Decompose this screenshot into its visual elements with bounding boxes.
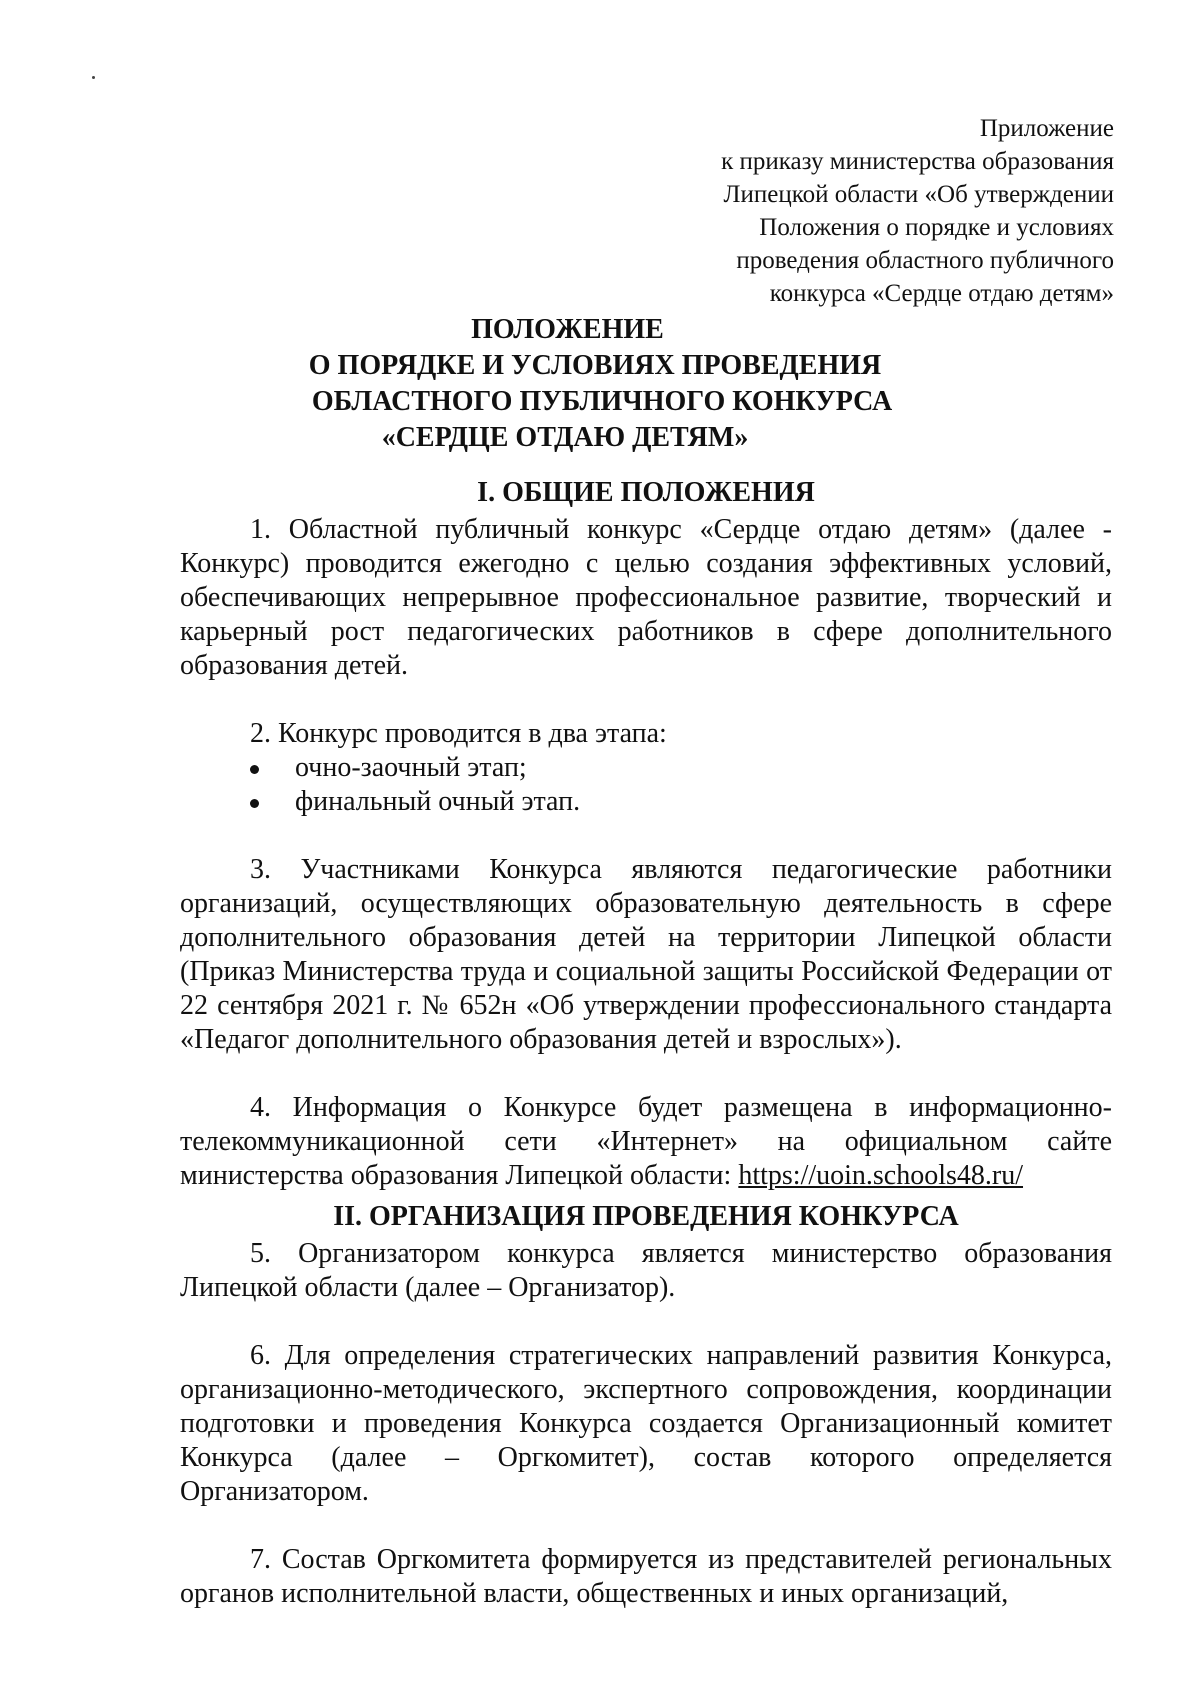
appendix-line: к приказу министерства образования [721, 148, 1114, 175]
title-line: ОБЛАСТНОГО ПУБЛИЧНОГО КОНКУРСА [311, 386, 893, 417]
list-item [180, 785, 1112, 819]
paragraph-4-text: 4. Информация о Конкурсе будет размещена в информационно-телекоммуникационной сети «Интернет» на официальном сайте министерства образования Липецкой области: [180, 1092, 1112, 1191]
appendix-line: Приложение [979, 115, 1114, 142]
title-line: ПОЛОЖЕНИЕ [471, 314, 664, 345]
title-line: О ПОРЯДКЕ И УСЛОВИЯХ ПРОВЕДЕНИЯ [308, 350, 882, 381]
section-heading-general: I. ОБЩИЕ ПОЛОЖЕНИЯ [477, 477, 815, 508]
paragraph-5: 5. Организатором конкурса является министерство образования Липецкой области (далее – Организатор). [180, 1238, 1112, 1303]
ministry-website-link[interactable]: https://uoin.schools48.ru/ [738, 1160, 1024, 1191]
appendix-line: конкурса «Сердце отдаю детям» [769, 280, 1114, 307]
paragraph-3: 3. Участниками Конкурса являются педагогические работники организаций, осуществляющих образовательную деятельность в сфере дополнительного образования детей на территории Липецкой области (Приказ Министерства труда и социальной защиты Российской Федерации от 22 сентября 2021 г. № 652н «Об утверждении профессионального стандарта «Педагог дополнительного образования детей и взрослых»). [180, 854, 1112, 1055]
stage-list [180, 751, 1112, 819]
document-body [180, 475, 1112, 1611]
list-item-text: очно-заочный этап; [295, 752, 527, 783]
list-item-text: финальный очный этап. [295, 786, 581, 817]
document-title [0, 312, 1200, 456]
appendix-note [721, 112, 1114, 310]
paragraph-1: 1. Областной публичный конкурс «Сердце отдаю детям» (далее - Конкурс) проводится ежегодно с целью создания эффективных условий, обеспечивающих непрерывное профессиональное развитие, творческий и карьерный рост педагогических работников в сфере дополнительного образования детей. [180, 514, 1112, 681]
paragraph-4 [180, 1091, 1112, 1193]
paragraph-7: 7. Состав Оргкомитета формируется из представителей региональных органов исполнительной власти, общественных и иных организаций, [180, 1544, 1112, 1609]
appendix-line: Липецкой области «Об утверждении [723, 181, 1114, 208]
bullet-icon [250, 765, 259, 774]
appendix-line: Положения о порядке и условиях [759, 214, 1114, 241]
scan-speck [92, 76, 95, 79]
title-line: «СЕРДЦЕ ОТДАЮ ДЕТЯМ» [381, 422, 749, 453]
paragraph-2: 2. Конкурс проводится в два этапа: [250, 718, 667, 749]
paragraph-6: 6. Для определения стратегических направлений развития Конкурса, организационно-методического, экспертного сопровождения, координации подготовки и проведения Конкурса создается Организационный комитет Конкурса (далее – Оргкомитет), состав которого определяется Организатором. [180, 1340, 1112, 1507]
appendix-line: проведения областного публичного [736, 247, 1114, 274]
bullet-icon [250, 799, 259, 808]
list-item [180, 751, 1112, 785]
section-heading-organization: II. ОРГАНИЗАЦИЯ ПРОВЕДЕНИЯ КОНКУРСА [333, 1201, 959, 1232]
